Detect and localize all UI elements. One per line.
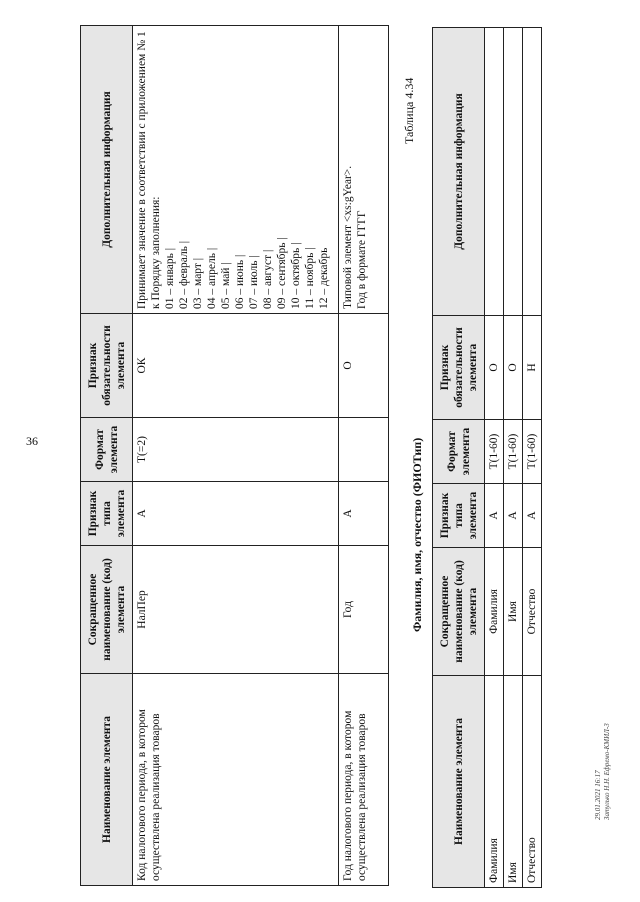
table-row xyxy=(339,26,389,886)
list-item: 12 – декабрь xyxy=(318,247,330,309)
cell-info xyxy=(485,28,504,316)
cell-type: А xyxy=(523,484,542,548)
header-element-format: Формат элемента xyxy=(81,418,133,482)
print-stamp xyxy=(594,723,612,820)
header-element-required: Признак обязательности элемента xyxy=(81,314,133,418)
table-row xyxy=(133,26,339,886)
cell-code: Год xyxy=(339,546,389,674)
cell-required: Н xyxy=(523,316,542,420)
table-row xyxy=(504,28,523,888)
list-item: 10 – октябрь | xyxy=(290,242,302,309)
header-element-name: Наименование элемента xyxy=(81,674,133,886)
cell-format: T(1-60) xyxy=(485,420,504,484)
table-row xyxy=(485,28,504,888)
header-element-code: Сокращенное наименование (код) элемента xyxy=(81,546,133,674)
cell-type: А xyxy=(339,482,389,546)
cell-code: НалПер xyxy=(133,546,339,674)
header-additional-info: Дополнительная информация xyxy=(433,28,485,316)
table-caption: Фамилия, имя, отчество (ФИОТип) xyxy=(410,437,424,632)
page-number: 36 xyxy=(26,434,38,448)
header-element-name: Наименование элемента xyxy=(433,676,485,888)
cell-type: А xyxy=(485,484,504,548)
info-intro: Типовой элемент <xs:gYear>. xyxy=(342,165,354,309)
info-intro: Принимает значение в соответствии с приложением № 1 к Порядку заполнения: xyxy=(136,31,162,309)
cell-name: Отчество xyxy=(523,676,542,888)
header-element-type: Признак типа элемента xyxy=(81,482,133,546)
cell-info xyxy=(339,26,389,314)
cell-format: T(1-60) xyxy=(523,420,542,484)
cell-format: T(=2) xyxy=(133,418,339,482)
cell-info xyxy=(523,28,542,316)
list-item: 07 – июль | xyxy=(248,255,260,309)
cell-format: T(1-60) xyxy=(504,420,523,484)
cell-code: Отчество xyxy=(523,548,542,676)
cell-info xyxy=(133,26,339,314)
cell-name: Год налогового периода, в котором осуществлена реализация товаров xyxy=(339,674,389,886)
list-item: 04 – апрель | xyxy=(206,247,218,309)
cell-required: О xyxy=(504,316,523,420)
header-additional-info: Дополнительная информация xyxy=(81,26,133,314)
header-element-type: Признак типа элемента xyxy=(433,484,485,548)
cell-type: А xyxy=(504,484,523,548)
table-2-header-row xyxy=(433,28,485,888)
cell-required: О xyxy=(339,314,389,418)
cell-info xyxy=(504,28,523,316)
cell-name: Фамилия xyxy=(485,676,504,888)
cell-required: ОК xyxy=(133,314,339,418)
table-row xyxy=(523,28,542,888)
cell-required: О xyxy=(485,316,504,420)
table-2 xyxy=(432,27,542,888)
list-item: 08 – август | xyxy=(262,249,274,309)
table-1 xyxy=(80,25,389,886)
cell-name: Код налогового периода, в котором осуществлена реализация товаров xyxy=(133,674,339,886)
cell-code: Фамилия xyxy=(485,548,504,676)
header-element-format: Формат элемента xyxy=(433,420,485,484)
cell-name: Имя xyxy=(504,676,523,888)
list-item: Год в формате ГГГГ xyxy=(356,210,368,309)
list-item: 01 – январь | xyxy=(164,248,176,309)
cell-format xyxy=(339,418,389,482)
header-element-required: Признак обязательности элемента xyxy=(433,316,485,420)
list-item: 11 – ноябрь | xyxy=(304,247,316,309)
cell-type: А xyxy=(133,482,339,546)
table-number-label: Таблица 4.34 xyxy=(402,77,416,144)
list-item: 09 – сентябрь | xyxy=(276,237,288,309)
table-1-header-row xyxy=(81,26,133,886)
header-element-code: Сокращенное наименование (код) элемента xyxy=(433,548,485,676)
cell-code: Имя xyxy=(504,548,523,676)
stamp-line-1: 29.01.2021 16:17 xyxy=(594,770,602,820)
list-item: 06 – июнь | xyxy=(234,254,246,309)
list-item: 02 – февраль | xyxy=(178,240,190,309)
list-item: 03 – март | xyxy=(192,257,204,309)
list-item: 05 – май | xyxy=(220,262,232,309)
month-list xyxy=(163,30,331,309)
stamp-line-2: Затулько Н.Н. Ефремо-КМИЛ-3 xyxy=(603,723,611,820)
